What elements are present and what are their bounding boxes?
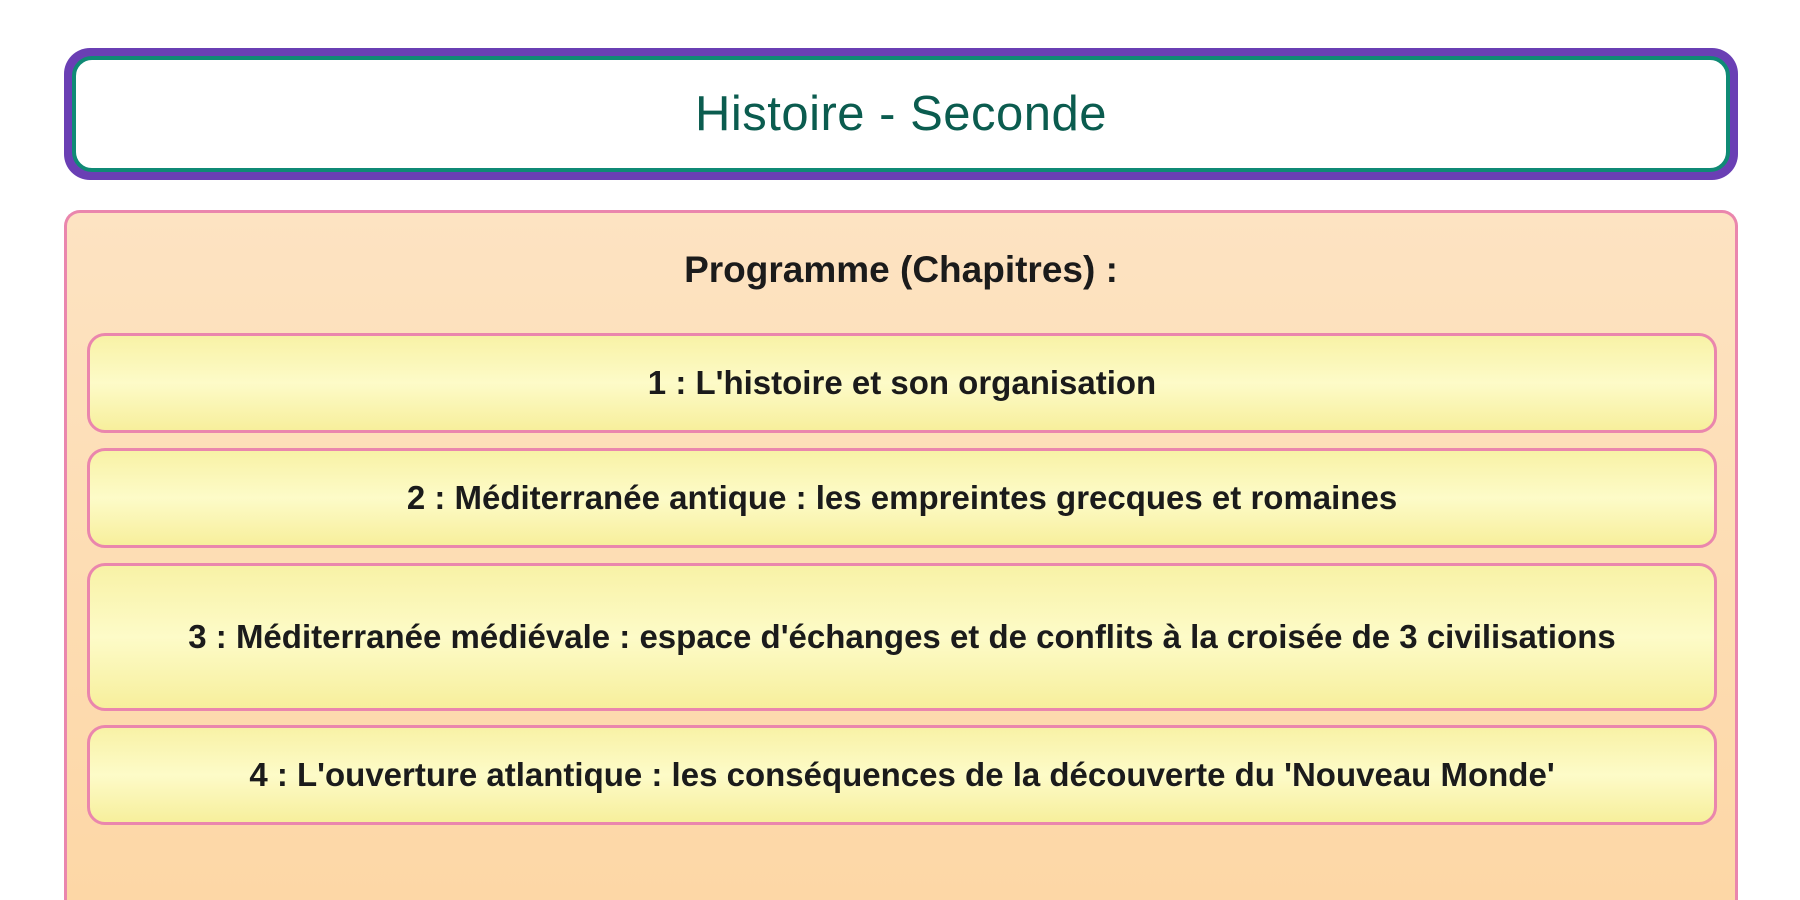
programme-panel <box>64 210 1738 900</box>
chapter-button-3[interactable] <box>87 563 1717 711</box>
page-title-banner <box>64 48 1738 180</box>
programme-heading: Programme (Chapitres) : <box>684 249 1118 290</box>
chapter-label: 4 : L'ouverture atlantique : les conséquences de la découverte du 'Nouveau Monde' <box>249 756 1555 793</box>
page-title: Histoire - Seconde <box>694 87 1108 141</box>
chapter-label: 2 : Méditerranée antique : les empreintes grecques et romaines <box>406 479 1398 516</box>
chapter-label: 3 : Méditerranée médiévale : espace d'échanges et de conflits à la croisée de 3 civilisations <box>188 618 1616 655</box>
chapter-button-2[interactable] <box>87 448 1717 548</box>
chapter-button-4[interactable] <box>87 725 1717 825</box>
page-title-box <box>72 56 1730 172</box>
chapter-button-1[interactable] <box>87 333 1717 433</box>
chapter-label: 1 : L'histoire et son organisation <box>647 364 1157 401</box>
